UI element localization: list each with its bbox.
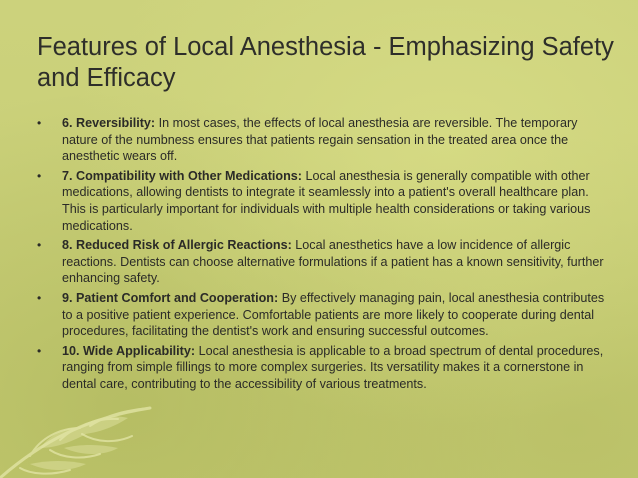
bullet-heading: 7. Compatibility with Other Medications: <box>62 168 303 183</box>
list-item <box>37 237 607 287</box>
bullet-text: Local anesthesia is generally compatible with other medications, allowing dentists to integrate it seamlessly into a patient's overall healthcare plan. This is particularly important for individuals with multiple health considerations or taking various medications. <box>62 168 591 233</box>
bullet-heading: 6. Reversibility: <box>62 116 156 130</box>
list-item <box>37 343 607 393</box>
bullet-text: Local anesthetics have a low incidence of allergic reactions. Dentists can choose alternative formulations if a patient has a known sensitivity, further enhancing safety. <box>62 238 604 286</box>
list-item <box>37 290 607 340</box>
bullet-icon: • <box>37 290 42 305</box>
bullet-icon: • <box>37 238 42 253</box>
bullet-heading: 10. Wide Applicability: <box>62 343 196 358</box>
bullet-heading: 9. Patient Comfort and Cooperation: <box>62 290 279 305</box>
slide-title: Features of Local Anesthesia - Emphasizing Safety and Efficacy <box>37 33 614 92</box>
bullet-icon: • <box>37 168 42 183</box>
bullet-heading: 8. Reduced Risk of Allergic Reactions: <box>62 238 292 253</box>
bullet-list <box>37 115 607 396</box>
list-item <box>37 115 607 165</box>
bullet-icon: • <box>37 116 42 130</box>
bullet-text: By effectively managing pain, local anesthesia contributes to a positive patient experience. Comfortable patients are more likely to cooperate during dental procedures, facilitating the dentist's work and ensuring successful outcomes. <box>62 290 605 339</box>
bullet-text: Local anesthesia is applicable to a broad spectrum of dental procedures, ranging from simple fillings to more complex surgeries. Its versatility makes it a cornerstone in dental care, contributing to the accessibility of various treatments. <box>62 343 604 391</box>
list-item <box>37 168 607 234</box>
bullet-icon: • <box>37 343 42 358</box>
bullet-text: In most cases, the effects of local anesthesia are reversible. The temporary nature of the numbness ensures that patients regain sensation in the treated area once the anesthetic wears off. <box>62 116 578 164</box>
